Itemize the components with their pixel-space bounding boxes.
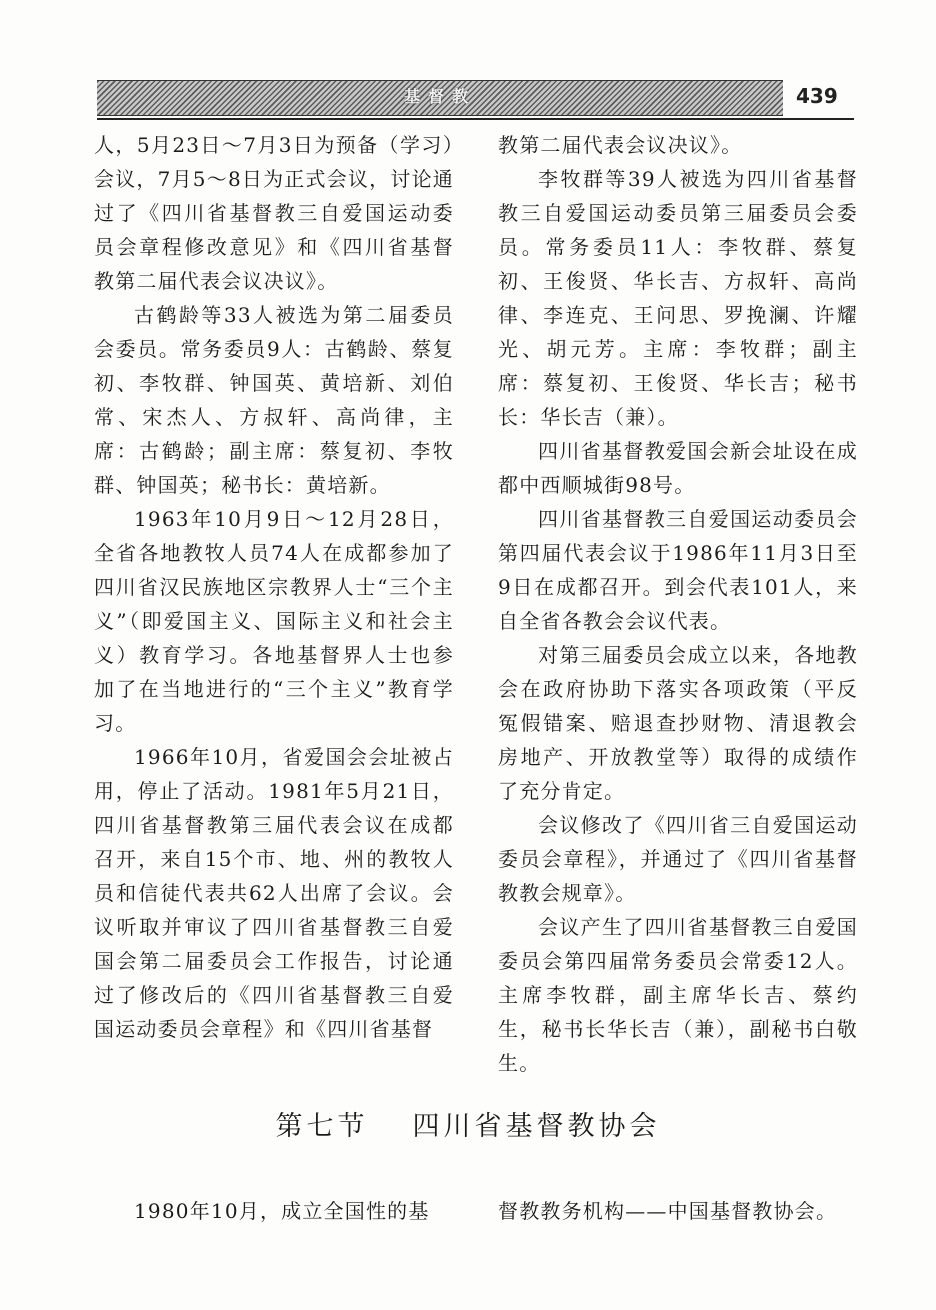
paragraph: 1966年10月，省爱国会会址被占用，停止了活动。1981年5月21日，四川省基督教第三届代表会议在成都召开，来自15个市、地、州的教牧人员和信徒代表共62人出席了会议。会议听取并审议了四川省基督教三自爱国会第二届委员会工作报告，讨论通过了修改后的《四川省基督教三自爱国运动委员会章程》和《四川省基督 [94,745,454,1041]
section-body-left: 1980年10月，成立全国性的基 [134,1199,430,1223]
paragraph: 李牧群等39人被选为四川省基督教三自爱国运动委员第三届委员会委员。常务委员11人：李牧群、蔡复初、王俊贤、华长吉、方叔轩、高尚律、李连克、王问思、罗挽澜、许耀光、胡元芳。主席：李牧群；副主席：蔡复初、王俊贤、华长吉；秘书长：华长吉（兼）。 [498,167,858,429]
paragraph: 四川省基督教爱国会新会址设在成都中西顺城街98号。 [498,439,858,497]
section-title: 四川省基督教协会 [412,1111,661,1142]
paragraph: 会议修改了《四川省三自爱国运动委员会章程》，并通过了《四川省基督教教会规章》。 [498,813,858,905]
paragraph: 1963年10月9日～12月28日，全省各地教牧人员74人在成都参加了四川省汉民族地区宗教界人士“三个主义”（即爱国主义、国际主义和社会主义）教育学习。各地基督界人士也参加了在当地进行的“三个主义”教育学习。 [94,507,454,735]
section-number: 第七节 [275,1111,369,1142]
running-header-title: 基督教 [403,87,476,106]
paragraph: 人，5月23日～7月3日为预备（学习）会议，7月5～8日为正式会议，讨论通过了《四川省基督教三自爱国运动委员会章程修改意见》和《四川省基督教第二届代表会议决议》。 [94,133,454,293]
paragraph: 对第三届委员会成立以来，各地教会在政府协助下落实各项政策（平反冤假错案、赔退查抄财物、清退教会房地产、开放教堂等）取得的成绩作了充分肯定。 [498,643,858,803]
page-number: 439 [796,84,838,108]
left-column [94,128,454,1046]
section-heading [0,1104,936,1143]
paragraph: 古鹤龄等33人被选为第二届委员会委员。常务委员9人：古鹤龄、蔡复初、李牧群、钟国英、黄培新、刘伯常、宋杰人、方叔轩、高尚律，主席：古鹤龄；副主席：蔡复初、李牧群、钟国英；秘书长：黄培新。 [94,303,454,497]
paragraph: 四川省基督教三自爱国运动委员会第四届代表会议于1986年11月3日至9日在成都召开。到会代表101人，来自全省各教会会议代表。 [498,507,858,633]
section-body-right: 督教教务机构——中国基督教协会。 [498,1199,838,1223]
right-column [498,128,858,1080]
paragraph: 会议产生了四川省基督教三自爱国委员会第四届常务委员会常委12人。主席李牧群，副主席华长吉、蔡约生，秘书长华长吉（兼），副秘书白敬生。 [498,915,858,1075]
header-rule [97,118,854,120]
paragraph: 教第二届代表会议决议》。 [498,133,743,157]
